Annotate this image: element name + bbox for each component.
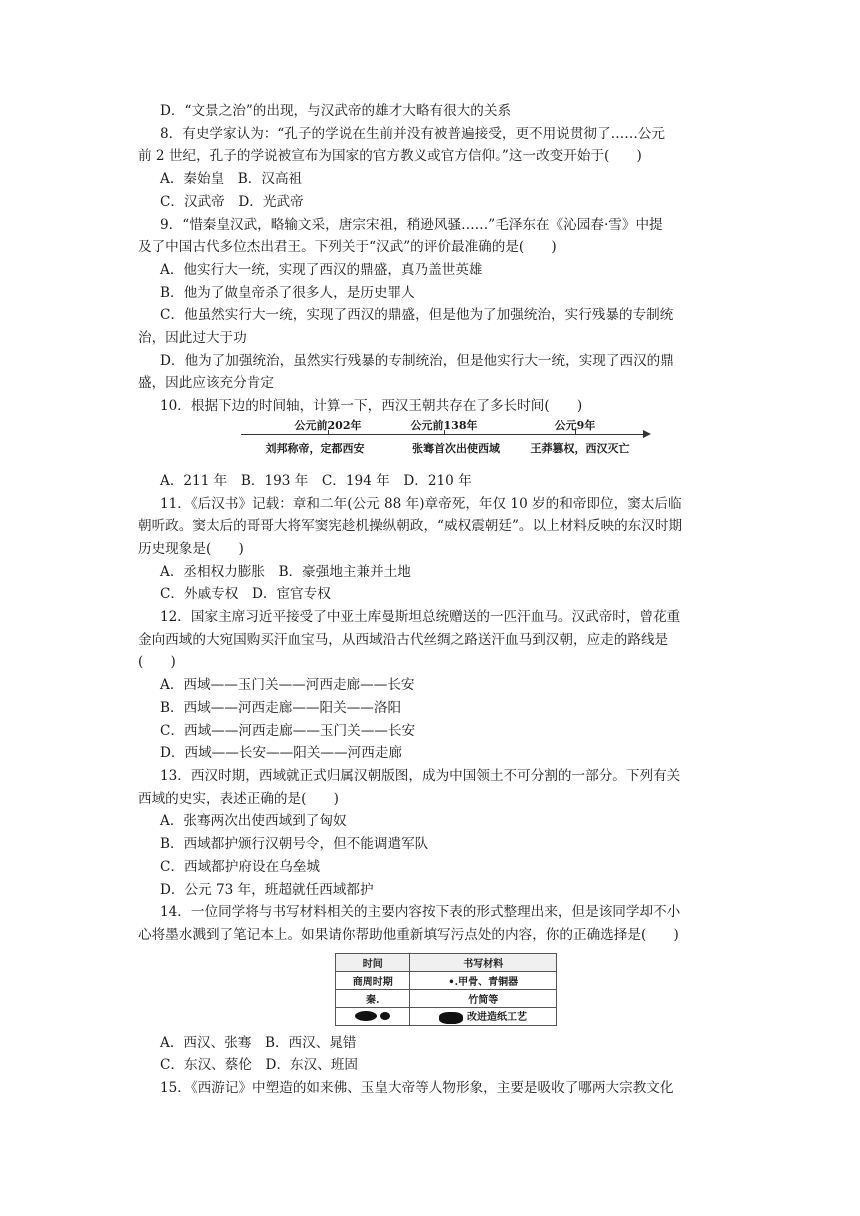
timeline-event: 刘邦称帝，定都西安 <box>265 441 365 455</box>
q12-stem-line1: 12．国家主席习近平接受了中亚土库曼斯坦总统赠送的一匹汗血马。汉武帝时，曾花重 <box>160 609 681 626</box>
timeline-event: 王莽篡权，西汉灭亡 <box>530 441 630 455</box>
q8-stem-line1: 8．有史学家认为：“孔子的学说在生前并没有被普遍接受，更不用说贯彻了……公元 <box>160 125 665 142</box>
table-row <box>336 989 557 1007</box>
q13-stem-line1: 13．西汉时期，西域就正式归属汉朝版图，成为中国领土不可分割的一部分。下列有关 <box>160 767 681 784</box>
q10-stem: 10．根据下边的时间轴，计算一下，西汉王朝共存在了多长时间( ) <box>160 398 583 415</box>
q9-option-a: A．他实行大一统，实现了西汉的鼎盛，真乃盖世英雄 <box>160 261 483 278</box>
q15-stem-line1: 15．《西游记》中塑造的如来佛、玉皇大帝等人物形象，主要是吸收了哪两大宗教文化 <box>160 1080 674 1097</box>
q11-stem-line1: 11．《后汉书》记载：章和二年(公元 88 年)章帝死，年仅 10 岁的和帝即位，窦太后临 <box>160 495 682 512</box>
timeline-event: 张骞首次出使西域 <box>412 441 500 455</box>
q9-option-d-line2: 盛，因此应该充分肯定 <box>138 375 274 392</box>
timeline-date: 公元9年 <box>554 418 596 432</box>
table-cell: •.甲骨、青铜器 <box>410 971 557 989</box>
ink-blot <box>380 1012 390 1020</box>
q12-option-b: B．西域——河西走廊——阳关——洛阳 <box>160 699 402 716</box>
q11-options-cd: C．外戚专权 D．宦官专权 <box>160 586 331 603</box>
q11-stem-line3: 历史现象是( ) <box>138 540 244 557</box>
table-cell: 商周时期 <box>336 971 410 989</box>
q12-stem-line2: 金向西域的大宛国购买汗血宝马，从西域沿古代丝绸之路送汗血马到汉朝，应走的路线是 <box>138 631 669 648</box>
table-header-row <box>336 953 557 971</box>
ink-blot <box>439 1012 463 1024</box>
q12-stem-line3: ( ) <box>138 654 176 671</box>
q9-option-c-line1: C．他虽然实行大一统，实现了西汉的鼎盛，但是他为了加强统治，实行残暴的专制统 <box>160 307 674 324</box>
q14-options-cd: C．东汉、蔡伦 D．东汉、班固 <box>160 1057 359 1074</box>
q11-options-ab: A．丞相权力膨胀 B．豪强地主兼并土地 <box>160 563 411 580</box>
q12-option-c: C．西域——河西走廊——玉门关——长安 <box>160 722 416 739</box>
q10-options: A．211 年 B．193 年 C．194 年 D．210 年 <box>160 472 472 489</box>
writing-material-table-wrap <box>335 953 557 1026</box>
writing-material-table <box>335 953 557 1026</box>
q13-option-c: C．西域都护府设在乌垒城 <box>160 858 320 875</box>
table-header: 书写材料 <box>410 953 557 971</box>
table-cell: 秦. <box>336 989 410 1007</box>
q9-stem-line2: 及了中国古代多位杰出君王。下列关于“汉武”的评价最准确的是( ) <box>138 239 557 256</box>
timeline-date: 公元前138年 <box>410 418 478 432</box>
timeline-date: 公元前202年 <box>294 418 362 432</box>
q13-option-d: D．公元 73 年，班超就任西域都护 <box>160 881 374 898</box>
q8-stem-line2: 前 2 世纪，孔子的学说被宣布为国家的官方教义或官方信仰。”这一改变开始于( ) <box>138 148 642 165</box>
q7-option-d: D．“文景之治”的出现，与汉武帝的雄才大略有很大的关系 <box>160 103 512 119</box>
q9-option-d-line1: D．他为了加强统治，虽然实行残暴的专制统治，但是他实行大一统，实现了西汉的鼎 <box>160 352 674 369</box>
q8-options-ab: A．秦始皇 B．汉高祖 <box>160 171 303 188</box>
timeline-arrow <box>643 430 651 438</box>
question-page <box>138 100 730 1100</box>
q14-options-ab: A．西汉、张骞 B．西汉、晁错 <box>160 1034 357 1051</box>
q14-stem-line2: 心将墨水溅到了笔记本上。如果请你帮助他重新填写污点处的内容，你的正确选择是( ) <box>138 926 679 943</box>
ink-blot <box>355 1011 377 1021</box>
table-row <box>336 1007 557 1025</box>
ink-blot-cell <box>336 1007 410 1025</box>
q9-option-b: B．他为了做皇帝杀了很多人，是历史罪人 <box>160 284 415 301</box>
q13-stem-line2: 西域的史实，表述正确的是( ) <box>138 790 339 807</box>
table-cell: 竹简等 <box>410 989 557 1007</box>
table-cell-text: 改进造纸工艺 <box>466 1012 527 1024</box>
timeline <box>241 418 661 470</box>
table-row <box>336 971 557 989</box>
table-cell <box>410 1007 557 1025</box>
q11-stem-line2: 朝听政。窦太后的哥哥大将军窦宪趁机操纵朝政，“威权震朝廷”。以上材料反映的东汉时期 <box>138 518 683 535</box>
timeline-axis <box>241 434 645 435</box>
table-header: 时间 <box>336 953 410 971</box>
q13-option-a: A．张骞两次出使西域到了匈奴 <box>160 813 347 830</box>
q9-stem-line1: 9．“惜秦皇汉武，略输文采，唐宗宋祖，稍逊风骚……”毛泽东在《沁园春·雪》中提 <box>160 216 663 233</box>
q8-options-cd: C．汉武帝 D．光武帝 <box>160 193 304 210</box>
q9-option-c-line2: 治，因此过大于功 <box>138 330 247 347</box>
q14-stem-line1: 14．一位同学将与书写材料相关的主要内容按下表的形式整理出来，但是该同学却不小 <box>160 904 681 921</box>
q13-option-b: B．西域都护颁行汉朝号令，但不能调遣军队 <box>160 836 429 853</box>
q12-option-d: D．西域——长安——阳关——河西走廊 <box>160 745 402 762</box>
q12-option-a: A．西域——玉门关——河西走廊——长安 <box>160 677 415 694</box>
